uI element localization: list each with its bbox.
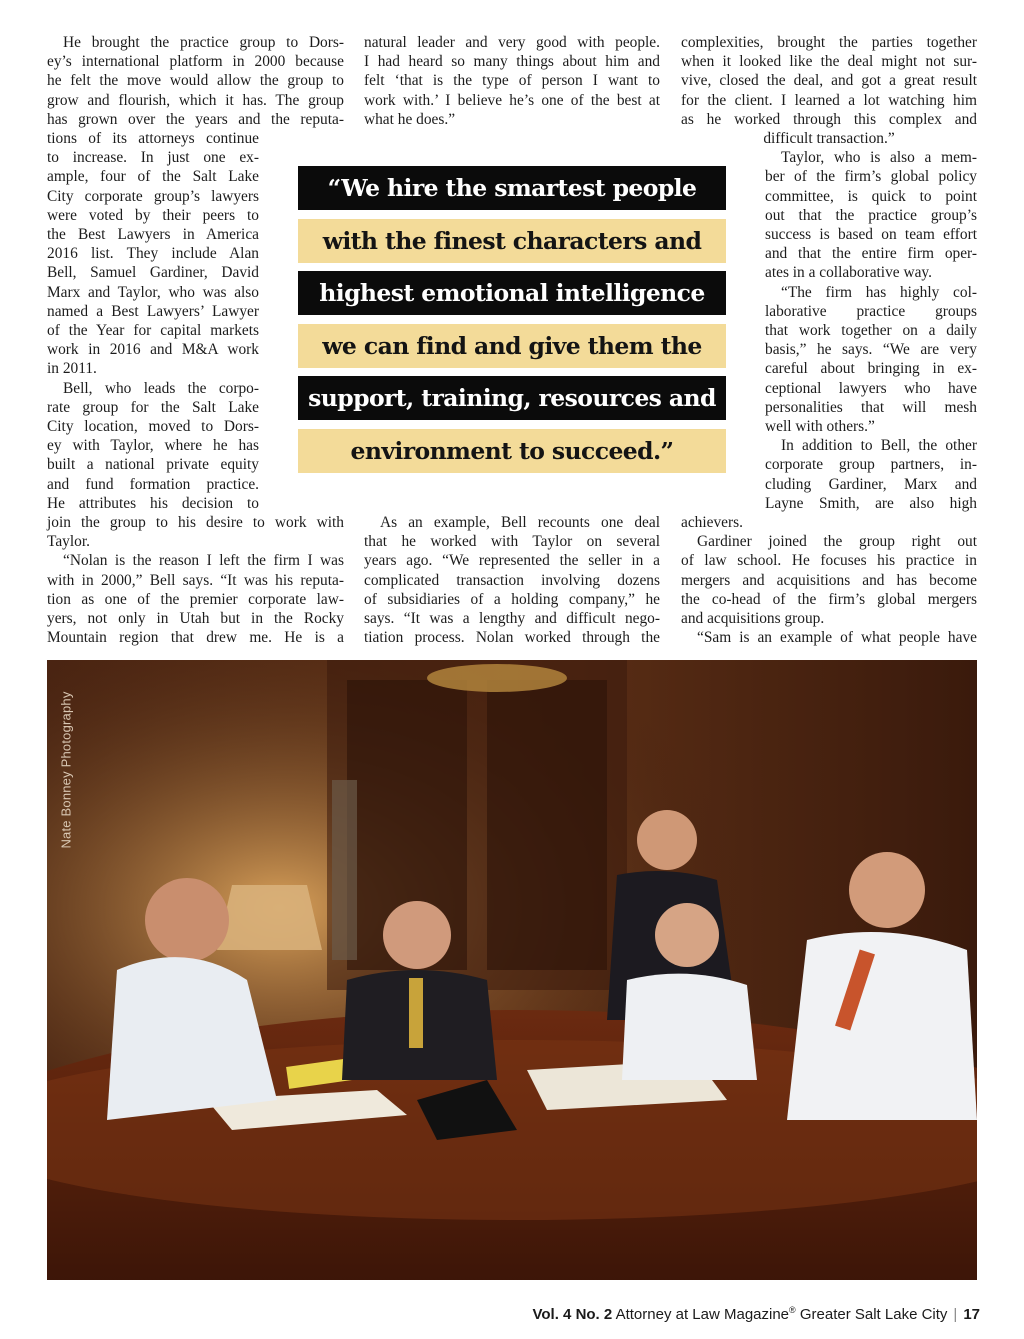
text-line: Marx and Taylor, who was also — [47, 283, 259, 301]
text-line: complicated transaction involving dozens — [364, 571, 660, 589]
paragraph — [681, 532, 977, 628]
text-line: and fund formation practice. — [47, 475, 259, 493]
text-line: Layne Smith, are also high — [765, 494, 977, 512]
registered-mark: ® — [789, 1305, 796, 1315]
text-line: grow and flourish, which it has. The group — [47, 91, 344, 109]
edition-name: Greater Salt Lake City — [799, 1306, 948, 1323]
text-line: yers, not only in Utah but in the Rocky — [47, 610, 344, 628]
text-line: tion as one of the premier corporate law- — [47, 590, 344, 608]
text-line: In addition to Bell, the other — [781, 437, 977, 455]
text-line: out that the practice group’s — [765, 206, 977, 224]
pull-quote-line: support, training, resources and — [298, 376, 726, 420]
text-line: ample, four of the Salt Lake — [47, 168, 259, 186]
text-line: says. “It was a lengthy and difficult nego- — [364, 610, 660, 628]
text-line: ber of the firm’s global policy — [765, 168, 977, 186]
text-line: “Sam is an example of what people have — [697, 629, 977, 647]
text-line: success is based on team effort — [765, 226, 977, 244]
paragraph — [765, 148, 977, 282]
text-line: for the client. I learned a lot watching him — [681, 91, 977, 109]
text-line: built a national private equity — [47, 456, 259, 474]
text-line: named a Best Lawyers’ Lawyer — [47, 302, 259, 320]
text-line: committee, is quick to point — [765, 187, 977, 205]
pull-quote — [298, 166, 726, 481]
text-line: natural leader and very good with people. — [364, 34, 660, 51]
text-line: in 2011. — [47, 360, 97, 378]
boardroom-photo — [47, 660, 977, 1280]
text-line: corporate group partners, in- — [765, 456, 977, 474]
paragraph — [765, 283, 977, 437]
page-number: 17 — [963, 1306, 980, 1323]
text-line: ey’s international platform in 2000 because — [47, 53, 344, 71]
pull-quote-line: environment to succeed.” — [298, 429, 726, 473]
photo-credit: Nate Bonney Photography — [58, 691, 74, 849]
issue-volume: Vol. 4 No. 2 — [532, 1306, 613, 1323]
paragraph — [681, 436, 977, 532]
text-line: Bell, who leads the corpo- — [63, 379, 259, 397]
article-column-3 — [681, 33, 977, 648]
paragraph — [364, 513, 660, 647]
text-line: achievers. — [681, 514, 743, 532]
text-line: work with.’ I believe he’s one of the best at — [364, 91, 660, 109]
text-line: of law school. He focuses his practice in — [681, 552, 977, 570]
text-line: with in 2000,” Bell says. “It was his reputa- — [47, 571, 344, 589]
text-line: careful about bringing in ex- — [765, 360, 977, 378]
text-line: of subsidiaries of a holding company,” he — [364, 590, 660, 608]
text-line: I had heard so many things about him and — [364, 53, 660, 71]
pull-quote-line: we can find and give them the — [298, 324, 726, 368]
paragraph — [47, 551, 344, 647]
text-line: that he worked with Taylor on several — [364, 533, 660, 551]
text-line: the co-head of the firm’s global mergers — [681, 590, 977, 608]
paragraph — [681, 628, 977, 647]
text-line: “The firm has highly col- — [781, 283, 977, 301]
text-line: ceptional lawyers who have — [765, 379, 977, 397]
pull-quote-line: highest emotional intelligence — [298, 271, 726, 315]
footer-separator: | — [953, 1306, 958, 1323]
article-column-2-bottom — [364, 513, 660, 647]
text-line: that work together on a daily — [765, 322, 977, 340]
text-line: basis,” he says. “We are very — [765, 341, 977, 359]
text-line: were voted by their peers to — [47, 206, 259, 224]
paragraph — [681, 33, 977, 148]
page-footer — [533, 1305, 981, 1323]
text-line: vive, closed the deal, and got a great result — [681, 72, 977, 90]
pull-quote-line: “We hire the smartest people — [298, 166, 726, 210]
paragraph — [364, 33, 660, 129]
text-line: City location, moved to Dors- — [47, 418, 259, 436]
text-line: tiation process. Nolan worked through the — [364, 629, 660, 647]
pull-quote-line: with the finest characters and — [298, 219, 726, 263]
text-line: has grown over the years and the reputa- — [47, 110, 344, 128]
text-line: Taylor. — [47, 533, 90, 551]
text-line: Mountain region that drew me. He is a — [47, 629, 344, 647]
text-line: Taylor, who is also a mem- — [781, 149, 977, 167]
text-line: well with others.” — [765, 418, 875, 436]
meeting-photograph — [47, 660, 977, 1280]
text-line: laborative practice groups — [765, 302, 977, 320]
text-line: mergers and acquisitions and has become — [681, 571, 977, 589]
text-line: He attributes his decision to — [47, 494, 259, 512]
text-line: ates in a collaborative way. — [765, 264, 932, 282]
text-line: to increase. In just one ex- — [47, 149, 259, 167]
text-line: what he does.” — [364, 110, 456, 128]
text-line: of the Year for capital markets — [47, 322, 259, 340]
text-line: tions of its attorneys continue — [47, 130, 259, 148]
magazine-name: Attorney at Law Magazine — [615, 1306, 790, 1323]
text-line: “Nolan is the reason I left the firm I was — [63, 552, 344, 570]
text-line: personalities that will mesh — [765, 398, 977, 416]
text-line: and that the entire firm oper- — [765, 245, 977, 263]
text-line: years ago. “We represented the seller in a — [364, 552, 660, 570]
text-line: Gardiner joined the group right out — [697, 533, 977, 551]
text-line: as he worked through this complex and — [681, 110, 977, 128]
text-line: 2016 list. They include Alan — [47, 245, 259, 263]
text-line: felt ‘that is the type of person I want to — [364, 72, 660, 90]
text-line: ey with Taylor, where he has — [47, 437, 259, 455]
text-line: and acquisitions group. — [681, 610, 825, 628]
text-line: he felt the move would allow the group to — [47, 72, 344, 90]
text-line: difficult transaction.” — [763, 130, 895, 148]
text-line: work in 2016 and M&A work — [47, 341, 259, 359]
text-line: cluding Gardiner, Marx and — [765, 475, 977, 493]
article-column-2-top — [364, 33, 660, 129]
text-line: the Best Lawyers in America — [47, 226, 259, 244]
text-line: join the group to his desire to work with — [47, 514, 344, 532]
text-line: Bell, Samuel Gardiner, David — [47, 264, 259, 282]
text-line: City corporate group’s lawyers — [47, 187, 259, 205]
text-line: As an example, Bell recounts one deal — [380, 514, 660, 531]
text-line: when it looked like the deal might not sur- — [681, 53, 977, 71]
text-line: He brought the practice group to Dors- — [63, 34, 344, 51]
text-line: complexities, brought the parties together — [681, 34, 977, 51]
text-line: rate group for the Salt Lake — [47, 398, 259, 416]
